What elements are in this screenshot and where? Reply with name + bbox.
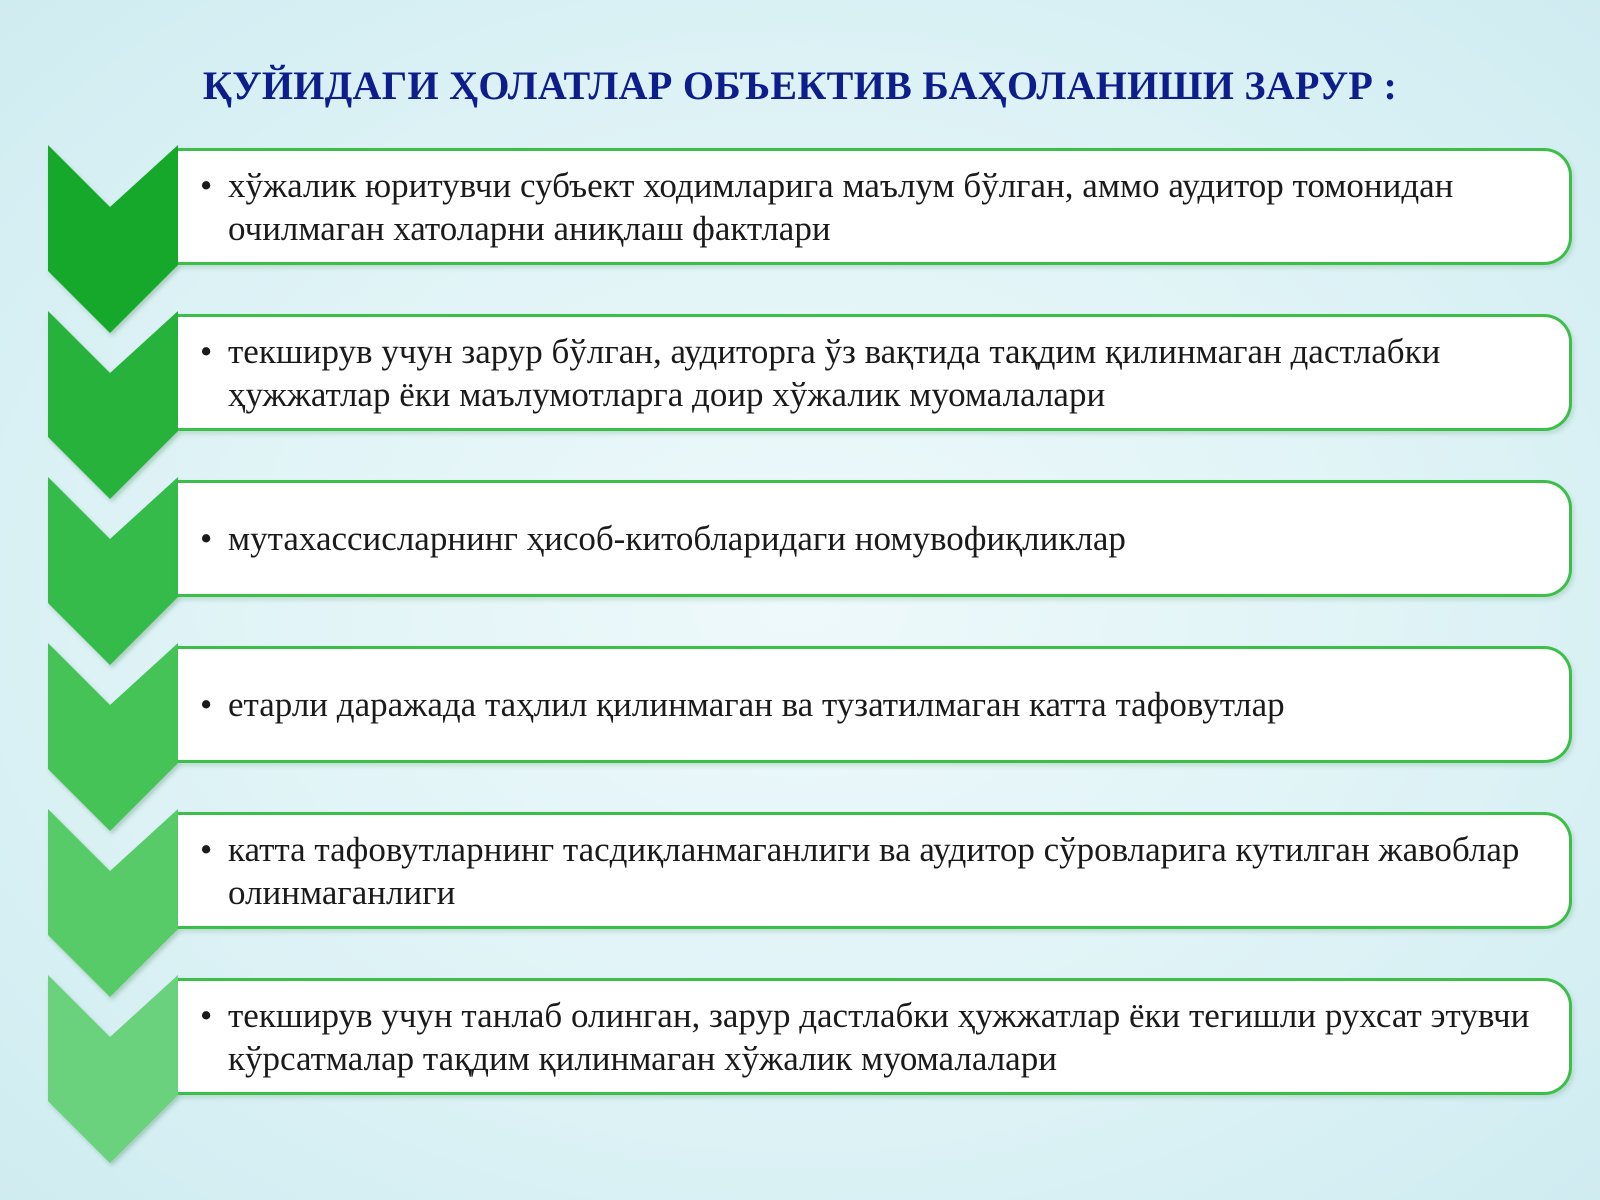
list-item-text: текширув учун зарур бўлган, аудиторга ўз вақтида тақдим қилинмаган дастлабки ҳужжатлар ёки маълумотларга доир хўжалик муомалалари — [228, 331, 1441, 414]
chevron-arrow-3 — [48, 477, 178, 665]
bullet-icon: • — [200, 829, 213, 869]
list-item-text: мутахассисларнинг ҳисоб-китобларидаги номувофиқликлар — [228, 519, 1126, 558]
list-item — [178, 314, 1572, 431]
chevron-arrow-1 — [48, 145, 178, 333]
list-item — [178, 978, 1572, 1095]
bullet-icon: • — [200, 995, 213, 1035]
list-item-text: етарли даражада таҳлил қилинмаган ва тузатилмаган катта тафовутлар — [228, 685, 1285, 724]
bullet-icon: • — [200, 331, 213, 371]
chevron-arrow-4 — [48, 643, 178, 831]
list-item — [178, 812, 1572, 929]
list-item-text: катта тафовутларнинг тасдиқланмаганлиги ва аудитор сўровларига кутилган жавоблар олинмаганлиги — [228, 829, 1520, 912]
bullet-icon: • — [200, 519, 213, 558]
chevron-arrow-6 — [48, 975, 178, 1163]
page-title: ҚУЙИДАГИ ҲОЛАТЛАР ОБЪЕКТИВ БАҲОЛАНИШИ ЗАРУР : — [202, 63, 1398, 108]
list-item-text: текширув учун танлаб олинган, зарур дастлабки ҳужжатлар ёки тегишли рухсат этувчи кўрсатмалар тақдим қилинмаган хўжалик муомалалари — [228, 995, 1530, 1078]
list-item — [178, 480, 1572, 597]
list-item-text: хўжалик юритувчи субъект ходимларига маълум бўлган, аммо аудитор томонидан очилмаган хатоларни аниқлаш фактлари — [228, 165, 1454, 248]
chevron-arrow-2 — [48, 311, 178, 499]
bullet-icon: • — [200, 685, 213, 724]
list-item — [178, 148, 1572, 265]
list-item — [178, 646, 1572, 763]
bullet-icon: • — [200, 165, 213, 205]
chevron-arrow-5 — [48, 809, 178, 997]
